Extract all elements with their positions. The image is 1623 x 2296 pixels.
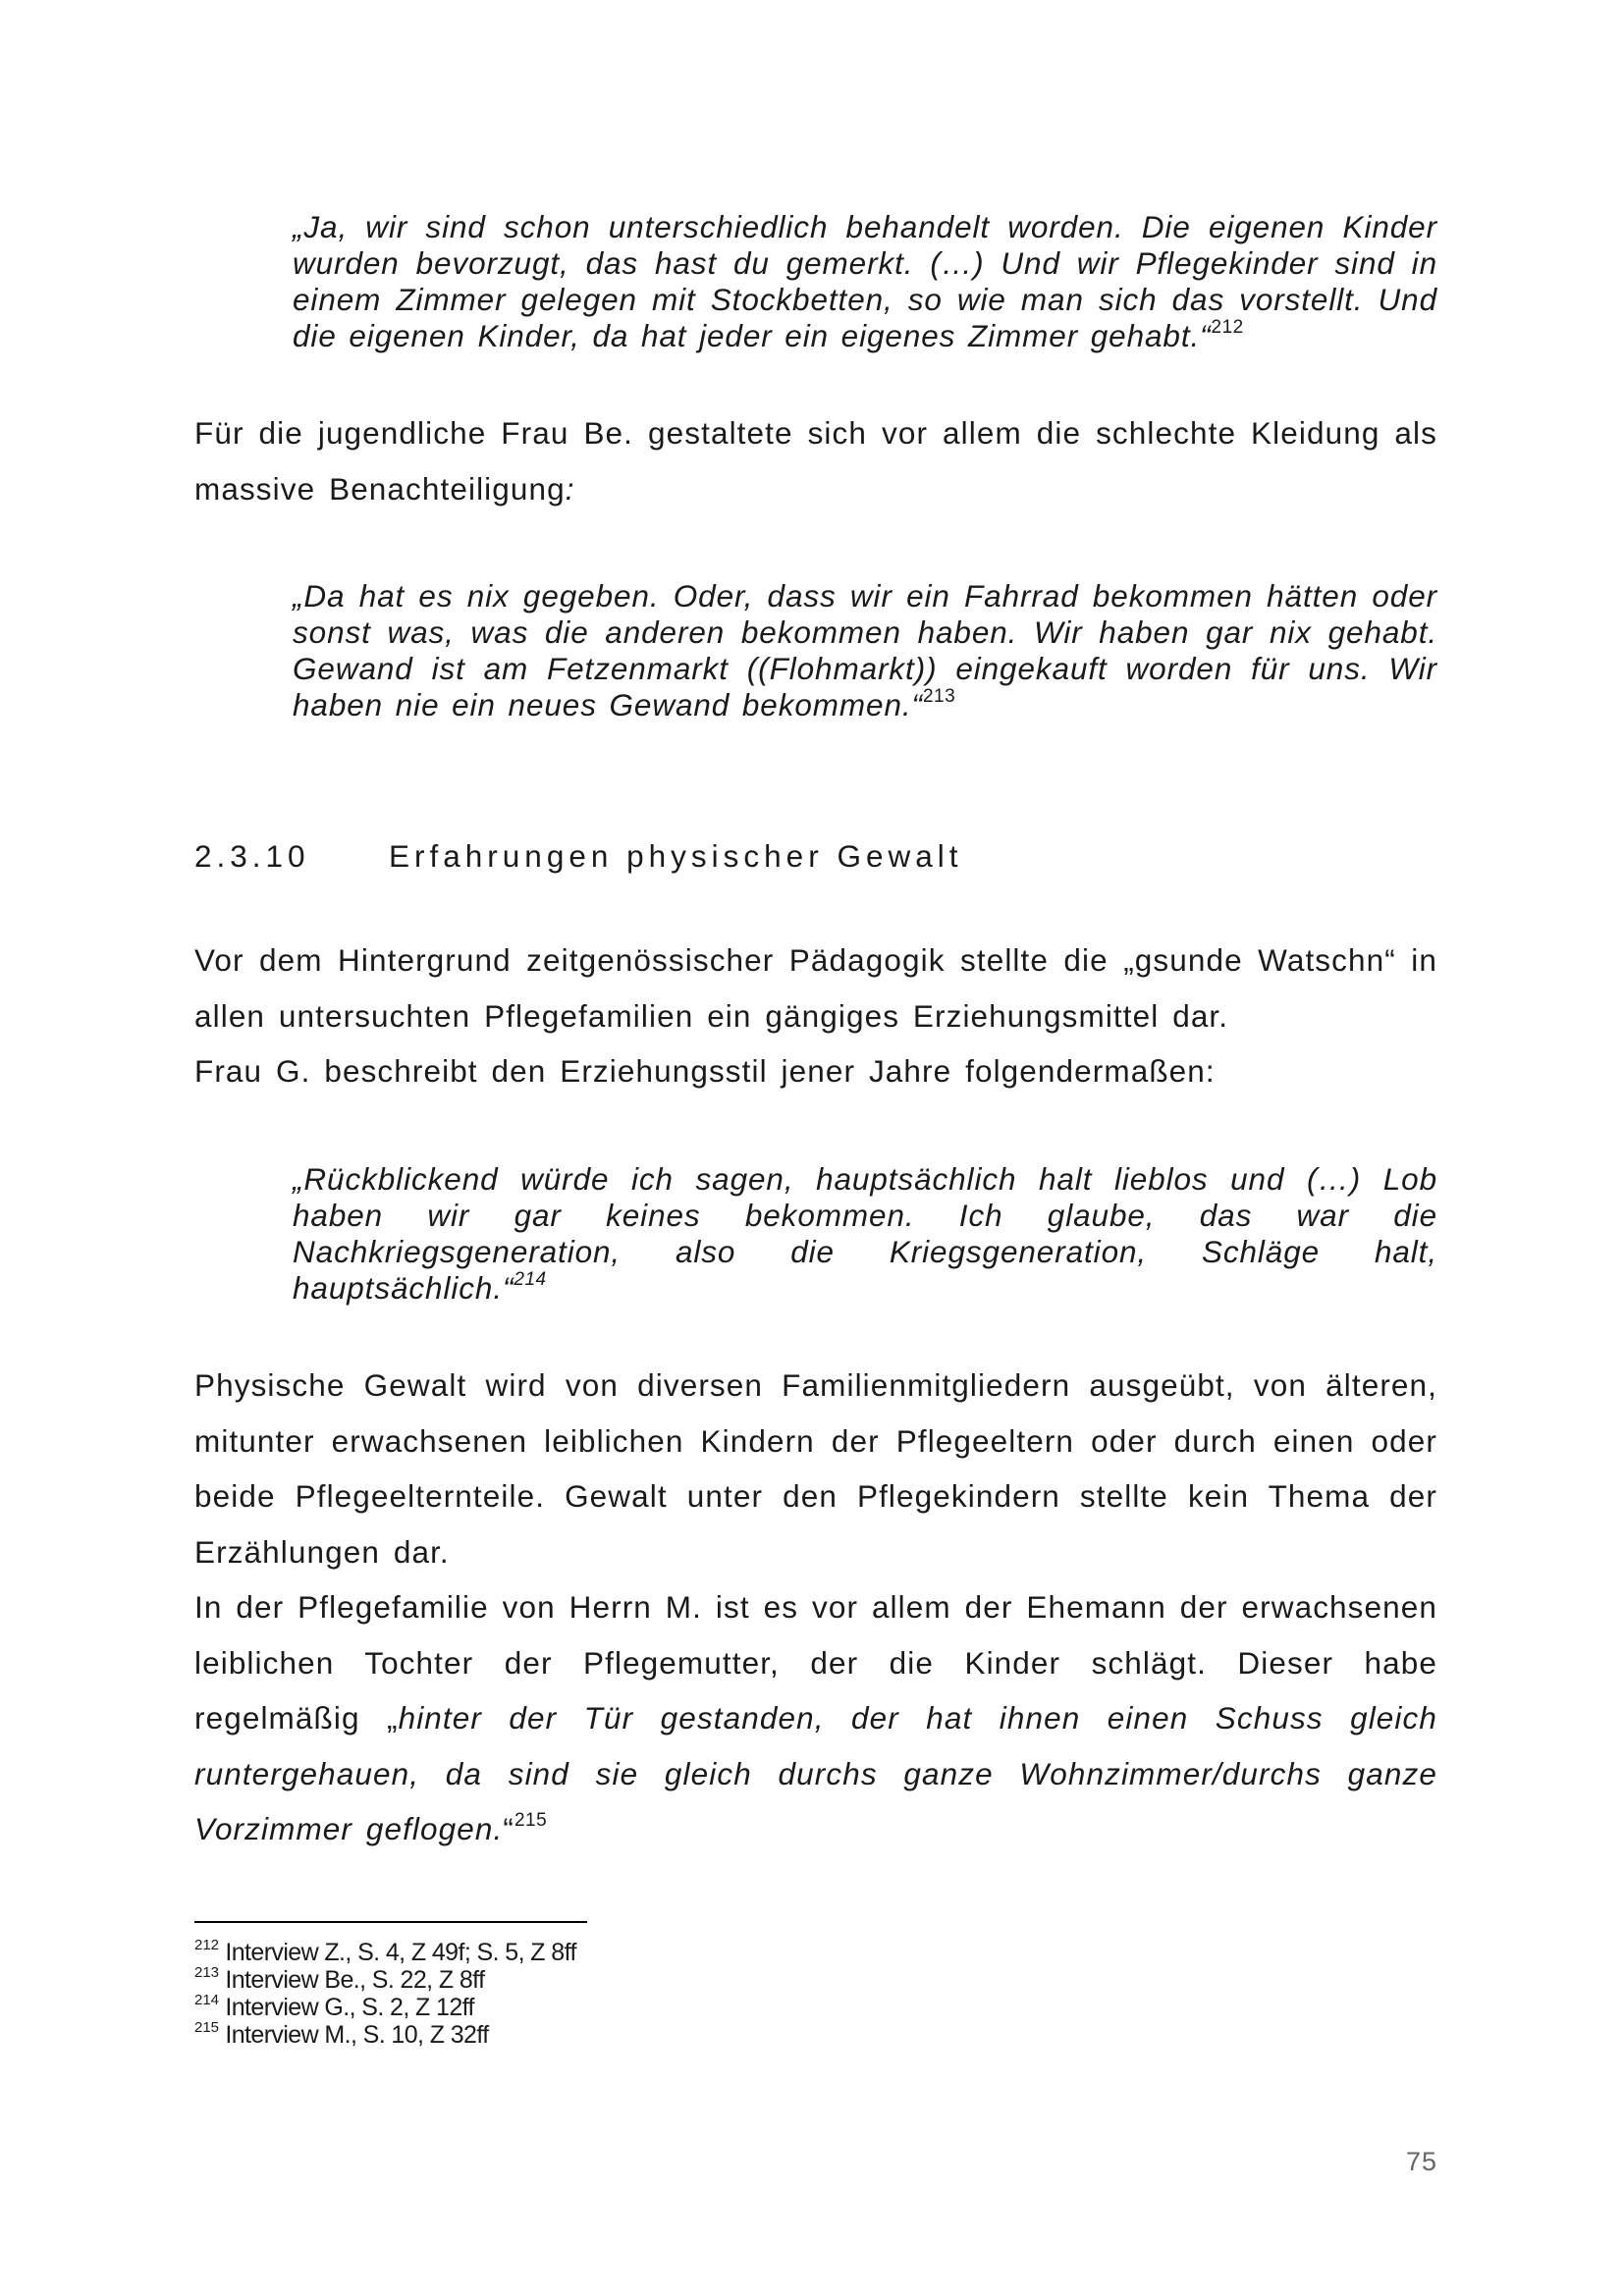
quote-text: „Da hat es nix gegeben. Oder, dass wir ein Fahrrad bekommen hätten oder sonst was, was die anderen bekommen haben. Wir haben gar nix gehabt. Gewand ist am Fetzenmarkt ((Flohmarkt)) eingekauft worden für uns. Wir haben nie ein neues Gewand bekommen.“ xyxy=(293,578,1437,722)
paragraph-4 xyxy=(194,1579,1437,1857)
page-number: 75 xyxy=(1405,2147,1437,2176)
paragraph-1 xyxy=(194,405,1437,516)
section-heading xyxy=(194,836,962,876)
footnote-ref: 215 xyxy=(514,1809,548,1831)
footnotes xyxy=(194,1936,576,2049)
block-quote-3 xyxy=(293,1161,1437,1307)
footnote-number: 213 xyxy=(194,1963,220,1981)
footnote-ref: 213 xyxy=(922,685,956,707)
footnote-number: 215 xyxy=(194,2018,220,2036)
footnote-text: Interview M., S. 10, Z 32ff xyxy=(225,2021,489,2049)
footnote-ref: 214 xyxy=(514,1268,547,1290)
paragraph-text: Vor dem Hintergrund zeitgenössischer Pädagogik stellte die „gsunde Watschn“ in allen untersuchten Pflegefamilien ein gängiges Erziehungsmittel dar. xyxy=(194,942,1437,1034)
footnote-text: Interview G., S. 2, Z 12ff xyxy=(225,1994,474,2021)
quote-text: „Rückblickend würde ich sagen, hauptsächlich halt lieblos und (…) Lob haben wir gar keines bekommen. Ich glaube, das war die Nachkriegsgeneration, also die Kriegsgeneration, Schläge halt, hauptsächlich.“ xyxy=(293,1161,1437,1306)
footnote xyxy=(194,1936,576,1966)
footnote-text: Interview Z., S. 4, Z 49f; S. 5, Z 8ff xyxy=(225,1939,576,1966)
block-quote-2 xyxy=(293,578,1437,723)
paragraph-text: In der Pflegefamilie von Herrn M. ist es vor allem der Ehemann der erwachsenen leiblichen Tochter der Pflegemutter, der die Kinder schlägt. Dieser habe regelmäßig „ xyxy=(194,1589,1437,1735)
footnote xyxy=(194,1963,576,1994)
paragraph-2 xyxy=(194,933,1437,1099)
footnote xyxy=(194,2018,576,2049)
footnote-number: 214 xyxy=(194,1991,220,2008)
quoted-italic-text: hinter der Tür gestanden, der hat ihnen einen Schuss gleich runtergehauen, da sind sie gleich durchs ganze Wohnzimmer/durchs ganze Vorzimmer geflogen. xyxy=(194,1700,1437,1846)
footnote-ref: 212 xyxy=(1211,316,1244,338)
footnote-text: Interview Be., S. 22, Z 8ff xyxy=(225,1966,485,1994)
section-number: 2.3.10 xyxy=(194,838,310,874)
section-title: Erfahrungen physischer Gewalt xyxy=(389,838,963,874)
paragraph-3 xyxy=(194,1358,1437,1579)
footnote xyxy=(194,1991,576,2021)
footnote-number: 212 xyxy=(194,1936,220,1953)
paragraph-text: Für die jugendliche Frau Be. gestaltete sich vor allem die schlechte Kleidung als massive Benachteiligung xyxy=(194,415,1437,507)
paragraph-text: Frau G. beschreibt den Erziehungsstil jener Jahre folgendermaßen: xyxy=(194,1053,1216,1089)
paragraph-colon: : xyxy=(565,470,575,507)
paragraph-text: Physische Gewalt wird von diversen Familienmitgliedern ausgeübt, von älteren, mitunter erwachsenen leiblichen Kindern der Pflegeeltern oder durch einen oder beide Pflegeelternteile. Gewalt unter den Pflegekindern stellte kein Thema der Erzählungen dar. xyxy=(194,1367,1437,1570)
footnote-separator xyxy=(194,1921,587,1923)
quote-text: „Ja, wir sind schon unterschiedlich behandelt worden. Die eigenen Kinder wurden bevorzugt, das hast du gemerkt. (…) Und wir Pflegekinder sind in einem Zimmer gelegen mit Stockbetten, so wie man sich das vorstellt. Und die eigenen Kinder, da hat jeder ein eigenes Zimmer gehabt.“ xyxy=(293,209,1437,353)
block-quote-1 xyxy=(293,209,1437,354)
closing-quote: “ xyxy=(503,1811,514,1846)
